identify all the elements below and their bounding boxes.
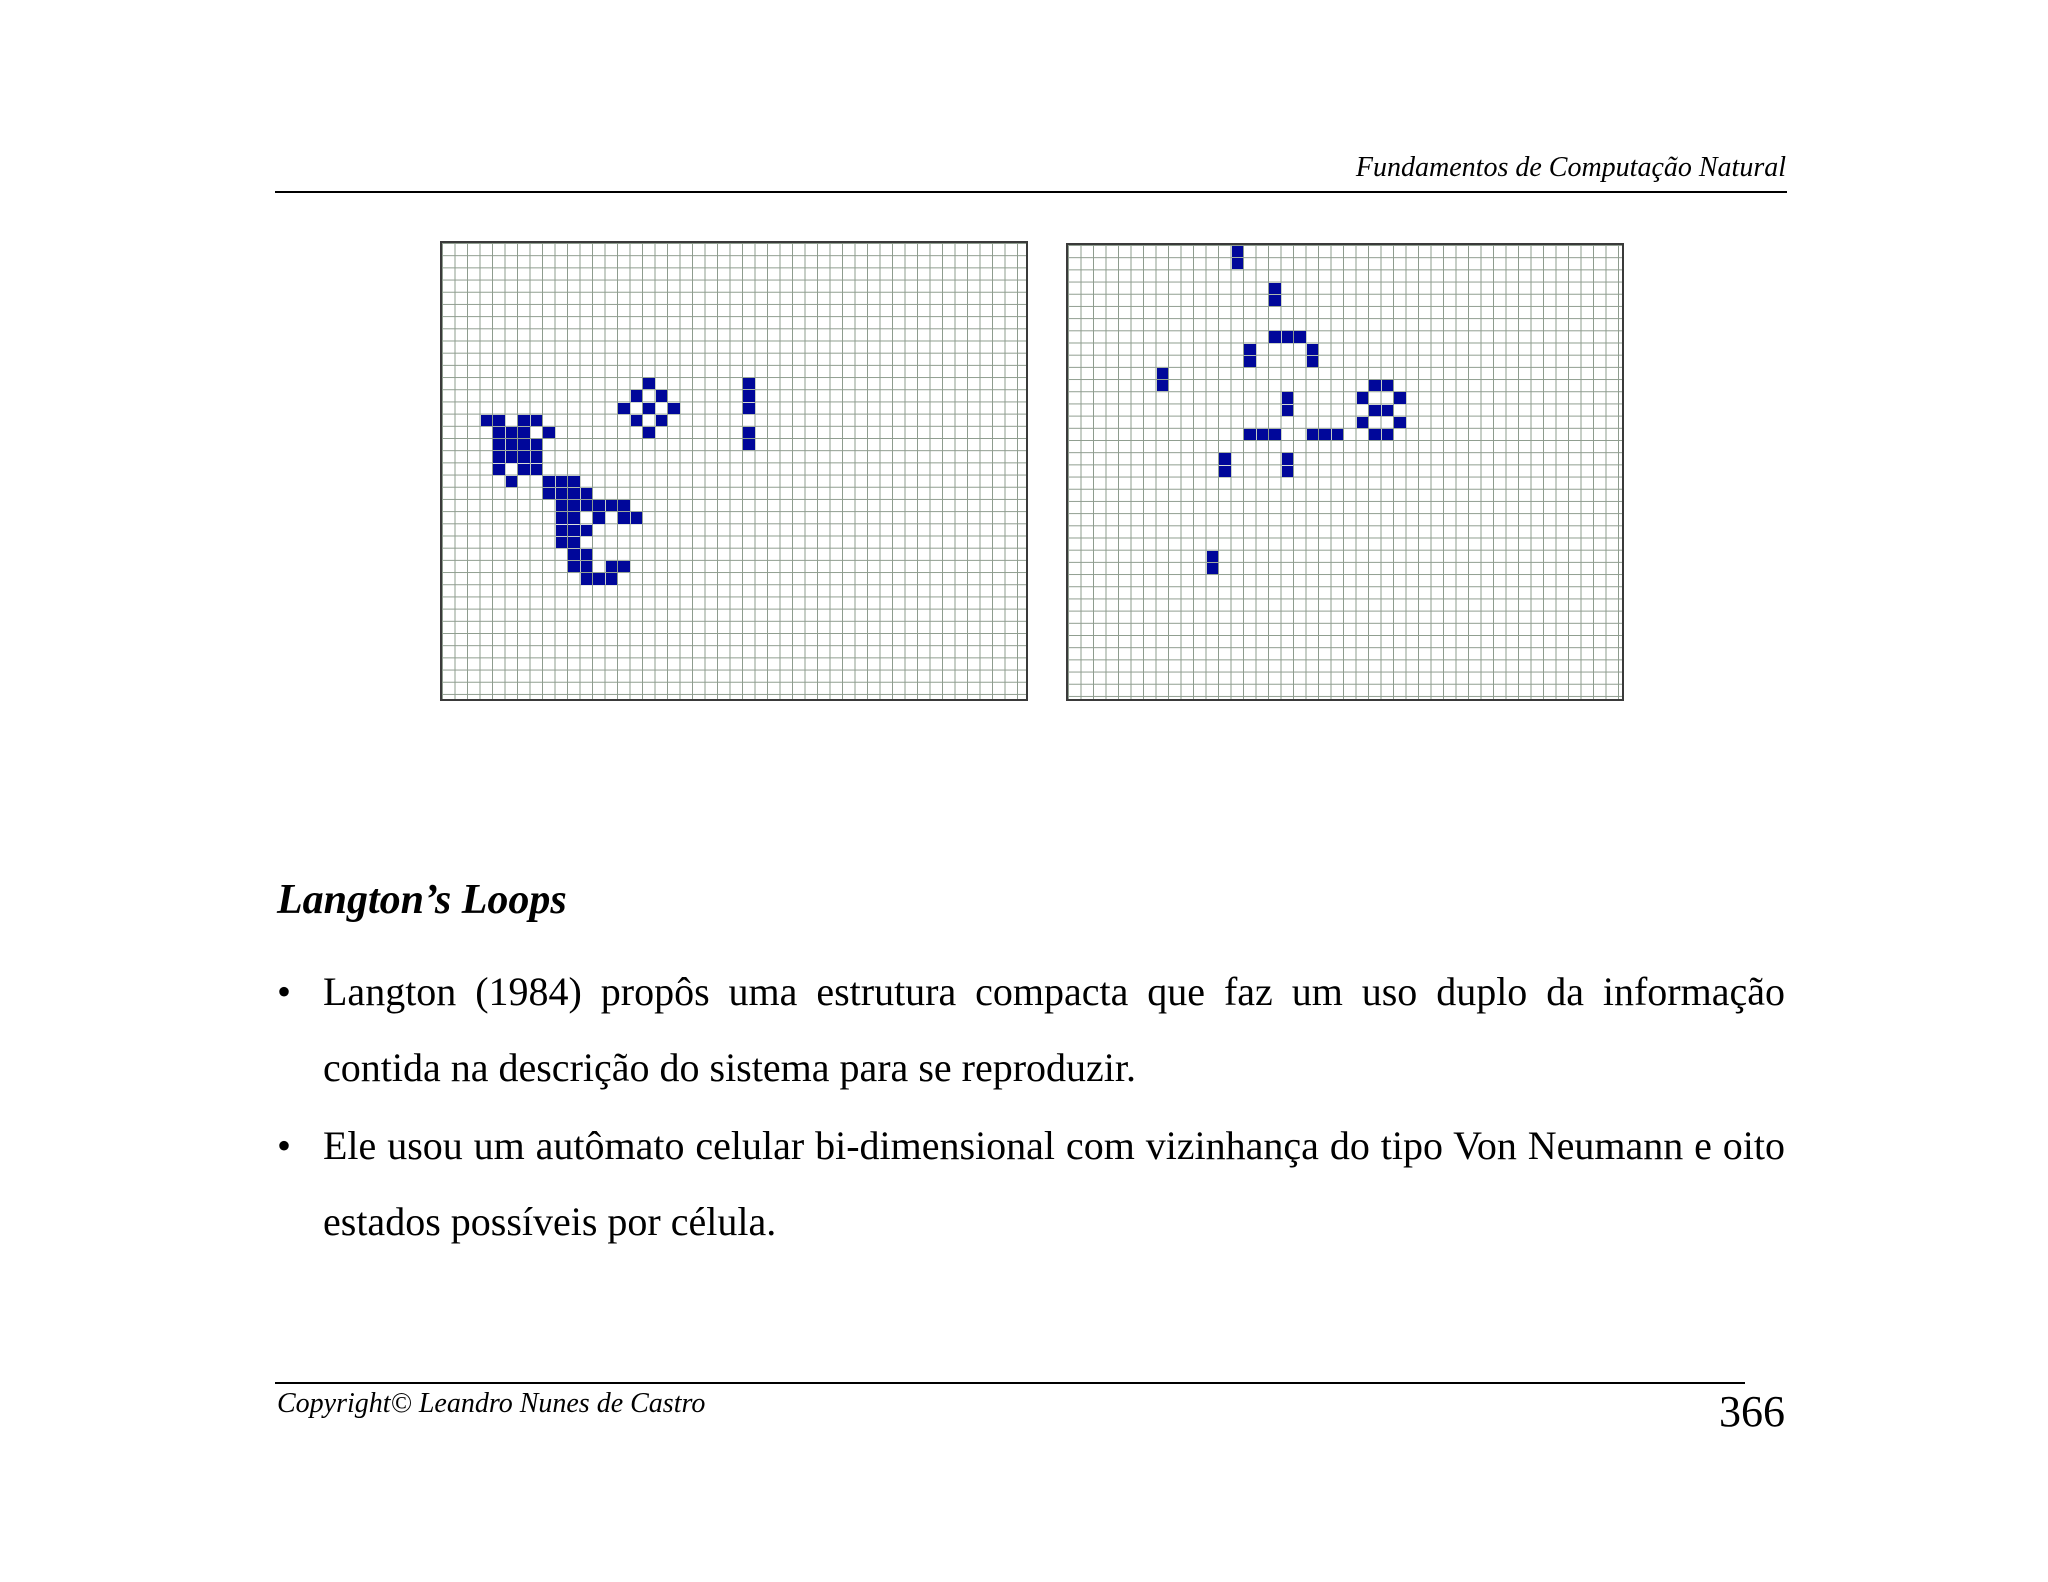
live-cell	[506, 427, 518, 438]
running-header-title: Fundamentos de Computação Natural	[1355, 152, 1786, 183]
live-cell	[606, 500, 618, 511]
live-cell	[581, 549, 593, 560]
live-cell	[618, 500, 630, 511]
live-cell	[631, 390, 643, 401]
live-cell	[1382, 405, 1394, 416]
live-cell	[1282, 331, 1294, 342]
live-cell	[531, 415, 543, 426]
live-cell	[1269, 429, 1281, 440]
live-cell	[1207, 551, 1219, 562]
live-cell	[581, 488, 593, 499]
live-cell	[481, 415, 493, 426]
header-divider	[275, 191, 1787, 193]
live-cell	[568, 488, 580, 499]
live-cell	[668, 403, 680, 414]
live-cell	[543, 427, 555, 438]
live-cell	[1357, 392, 1369, 403]
live-cell	[493, 464, 505, 475]
live-cell	[531, 451, 543, 462]
live-cell	[1219, 453, 1231, 464]
live-cell	[743, 403, 755, 414]
live-cell	[531, 439, 543, 450]
live-cell	[1157, 368, 1169, 379]
live-cell	[1282, 392, 1294, 403]
live-cell	[518, 439, 530, 450]
page-number: 366	[1719, 1387, 1785, 1436]
live-cell	[631, 415, 643, 426]
live-cell	[1382, 429, 1394, 440]
live-cell	[493, 427, 505, 438]
live-cell	[643, 378, 655, 389]
bullet-item	[277, 954, 1785, 1106]
live-cell	[506, 476, 518, 487]
live-cell	[743, 439, 755, 450]
live-cell	[543, 476, 555, 487]
live-cell	[643, 403, 655, 414]
section-heading: Langton’s Loops	[277, 877, 567, 923]
live-cell	[593, 500, 605, 511]
live-cell	[568, 476, 580, 487]
live-cell	[581, 561, 593, 572]
live-cell	[556, 512, 568, 523]
live-cell	[531, 464, 543, 475]
live-cell	[518, 415, 530, 426]
live-cell	[1294, 331, 1306, 342]
bullet-list	[277, 954, 1785, 1262]
live-cell	[493, 415, 505, 426]
live-cell	[518, 451, 530, 462]
live-cell	[1282, 453, 1294, 464]
live-cell	[743, 378, 755, 389]
live-cell	[1207, 563, 1219, 574]
live-cell	[1369, 380, 1381, 391]
live-cell	[618, 512, 630, 523]
live-cell	[1244, 356, 1256, 367]
footer-copyright: Copyright© Leandro Nunes de Castro	[277, 1388, 706, 1419]
live-cell	[581, 525, 593, 536]
live-cell	[743, 390, 755, 401]
live-cell	[631, 512, 643, 523]
live-cell	[1382, 380, 1394, 391]
live-cell	[1282, 405, 1294, 416]
bullet-icon: •	[277, 1123, 292, 1168]
live-cell	[743, 427, 755, 438]
live-cell	[656, 390, 668, 401]
live-cell	[518, 427, 530, 438]
live-cell	[656, 415, 668, 426]
live-cell	[593, 573, 605, 584]
bullet-text: Ele usou um autômato celular bi-dimensional com vizinhança do tipo Von Neumann e oito estados possíveis por célula.	[323, 1123, 1785, 1244]
live-cell	[556, 537, 568, 548]
live-cell	[1394, 392, 1406, 403]
live-cell	[556, 488, 568, 499]
live-cell	[1257, 429, 1269, 440]
live-cell	[1369, 429, 1381, 440]
live-cell	[618, 561, 630, 572]
live-cell	[643, 427, 655, 438]
cellular-automaton-grid-left	[440, 241, 1028, 701]
bullet-icon: •	[277, 969, 292, 1014]
live-cell	[1307, 344, 1319, 355]
live-cell	[556, 500, 568, 511]
live-cell	[1369, 405, 1381, 416]
live-cell	[568, 500, 580, 511]
live-cell	[1157, 380, 1169, 391]
live-cell	[493, 439, 505, 450]
live-cell	[493, 451, 505, 462]
live-cell	[556, 525, 568, 536]
live-cell	[1357, 417, 1369, 428]
live-cell	[568, 512, 580, 523]
live-cell	[1244, 344, 1256, 355]
live-cell	[1232, 246, 1244, 257]
live-cell	[556, 476, 568, 487]
live-cell	[1332, 429, 1344, 440]
live-cell	[568, 525, 580, 536]
live-cell	[518, 464, 530, 475]
bullet-text: Langton (1984) propôs uma estrutura compacta que faz um uso duplo da informação contida na descrição do sistema para se reproduzir.	[323, 969, 1785, 1090]
footer-divider	[275, 1382, 1745, 1384]
live-cell	[618, 403, 630, 414]
live-cell	[581, 573, 593, 584]
live-cell	[593, 512, 605, 523]
live-cell	[506, 439, 518, 450]
live-cell	[568, 549, 580, 560]
live-cell	[606, 573, 618, 584]
live-cell	[506, 451, 518, 462]
live-cell	[1269, 283, 1281, 294]
bullet-item	[277, 1108, 1785, 1260]
live-cell	[1307, 429, 1319, 440]
live-cell	[568, 537, 580, 548]
live-cell	[1282, 466, 1294, 477]
live-cell	[1269, 331, 1281, 342]
live-cell	[543, 488, 555, 499]
live-cell	[1394, 417, 1406, 428]
live-cell	[606, 561, 618, 572]
live-cell	[1232, 258, 1244, 269]
live-cell	[1219, 466, 1231, 477]
live-cell	[581, 500, 593, 511]
live-cell	[1319, 429, 1331, 440]
cellular-automaton-grid-right	[1066, 243, 1624, 701]
live-cell	[1269, 295, 1281, 306]
live-cell	[1244, 429, 1256, 440]
live-cell	[568, 561, 580, 572]
live-cell	[1307, 356, 1319, 367]
